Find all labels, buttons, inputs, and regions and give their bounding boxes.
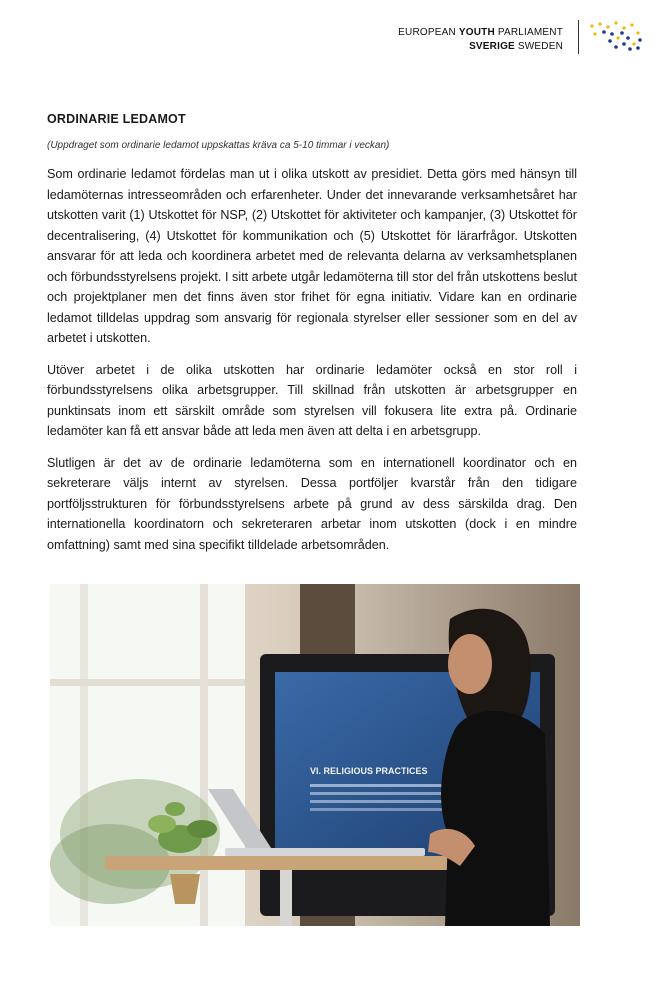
paragraph: Slutligen är det av de ordinarie ledamöterna som en internationell koordinator och en sekreterare väljs internt av styrelsen. Dessa portföljer kvarstår från den tidigare portföljsstrukturen för förbundsstyrelsens arbete på grund av dess särskilda drag. Den internationella koordinatorn och sekreteraren arbetar inom utskotten (dock i en mindre omfattning) samt med sina specifikt tilldelade arbetsområden. [47,455,577,552]
star-cluster-icon [588,20,644,54]
paragraph: Utöver arbetet i de olika utskotten har ordinarie ledamöter också en stor roll i förbundsstyrelsens olika arbetsgrupper. Till skillnad från utskotten är arbetsgrupper en punktinsats inom ett särskilt område som styrelsen vill fokusera lite extra på. Ordinarie ledamöter kan få ett ansvar både att leda men även att delta i en arbetsgrupp. [47,362,577,438]
page-header [0,0,659,70]
org-name-line1 [398,26,563,40]
presentation-photo [50,584,580,926]
org-name-bold: YOUTH [458,27,495,38]
window [50,584,245,926]
document-body [47,112,577,566]
screen-heading: VI. RELIGIOUS PRACTICES [310,766,428,776]
org-country: SWEDEN [514,41,563,52]
org-country-bold: SVERIGE [469,41,515,52]
org-name-line2 [398,40,563,54]
photo-illustration [50,584,580,926]
header-divider [578,20,579,54]
paragraph: Som ordinarie ledamot fördelas man ut i olika utskott av presidiet. Detta görs med hänsyn till ledamöternas intresseområden och erfarenheter. Under det innevarande verksamhetsåret har utskotten varit (1) Utskottet för NSP, (2) Utskottet för aktiviteter och kampanjer, (3) Utskottet för decentralisering, (4) Utskottet för kommunikation och (5) Utskottet för lärarfrågor. Utskotten ansvarar för att leda och koordinera arbetet med de relevanta delarna av verksamhetsplanen och förbundsstyrelsens projekt. I sitt arbete utgår ledamöterna till stor del från utskottens beslut och projektplaner men det finns även stor frihet för egna initiativ. Vidare kan en ordinarie ledamot tilldelas uppdrag som ansvarig för regionala styrelser eller sessioner som en del av arbetet i utskotten. [47,167,577,345]
time-estimate-note: (Uppdraget som ordinarie ledamot uppskattas kräva ca 5-10 timmar i veckan) [47,140,390,151]
org-name [398,26,563,54]
section-title: ORDINARIE LEDAMOT [47,112,186,126]
org-name-part: PARLIAMENT [494,27,563,38]
org-name-part: EUROPEAN [398,27,459,38]
